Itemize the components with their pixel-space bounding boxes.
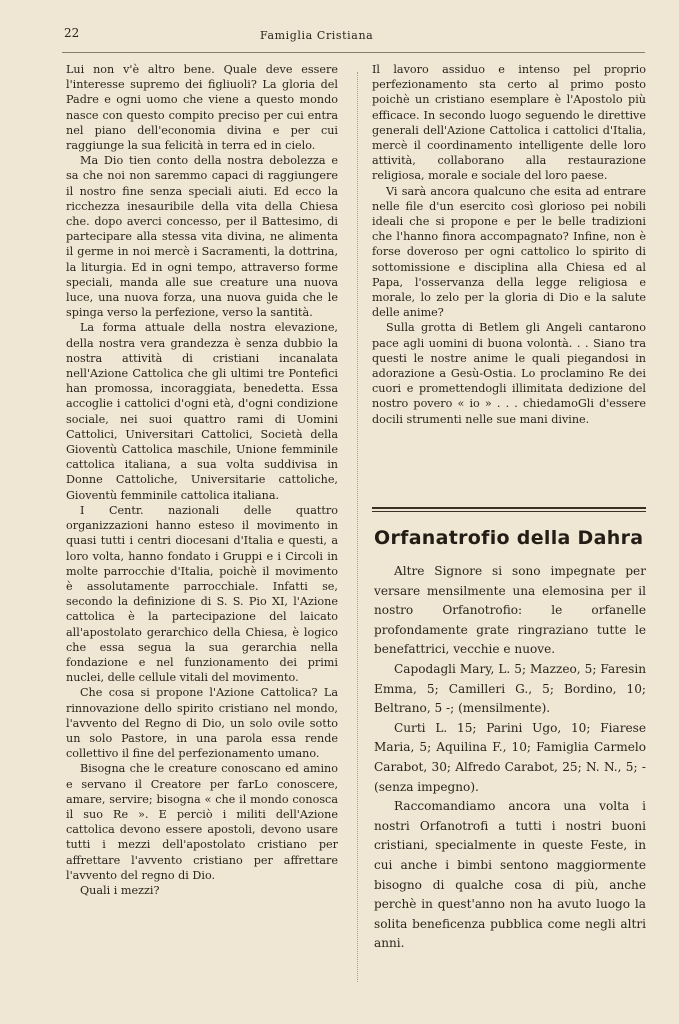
paragraph: Sulla grotta di Betlem gli Angeli cantarono pace agli uomini di buona volontà. . . Siano tra questi le nostre anime le quali piegandosi in adorazione a Gesù-Ostia. Lo proclamino Re dei cuori e promettendogli illimitata dedizione del nostro povero « io » . . . chiedamoGli d'essere docili strumenti nelle sue mani divine. — [372, 321, 646, 426]
paragraph: Vi sarà ancora qualcuno che esita ad entrare nelle file d'un esercito così glorioso pei nobili ideali che si propone e per le belle tradizioni che l'hanno finora accompagnato? Infine, non è forse doveroso per ogni cattolico lo spirito di sottomissione e disciplina alla Chiesa ed al Papa, l'osservanza della legge religiosa e morale, lo zelo per la gloria di Dio e la salute delle anime? — [372, 184, 646, 320]
paragraph: Il lavoro assiduo e intenso pel proprio perfezionamento sta certo al primo posto poichè un cristiano esemplare è l'Apostolo più efficace. In secondo luogo seguendo le direttive generali dell'Azione Cattolica i cattolici d'Italia, mercè il coordinamento intelligente delle loro attività, collaborano alla restaurazione religiosa, morale e sociale del loro paese. — [372, 63, 646, 183]
running-title: Famiglia Cristiana — [260, 29, 374, 42]
donor-list: Curti L. 15; Parini Ugo, 10; Fiarese Maria, 5; Aquilina F., 10; Famiglia Carmelo Carabot, 30; Alfredo Carabot, 25; N. N., 5; - (senza impegno). — [374, 720, 646, 794]
paragraph: Lui non v'è altro bene. Quale deve essere l'interesse supremo dei figliuoli? La gloria del Padre e ogni uomo che viene a questo mondo nasce con questo compito preciso per cui entra nel piano dell'economia divina e per cui raggiunge la sua felicità in terra ed in cielo. — [66, 63, 338, 153]
paragraph: Raccomandiamo ancora una volta i nostri Orfanotrofi a tutti i nostri buoni cristiani, specialmente in queste Feste, in cui anche i bimbi sentono maggiormente bisogno di qualche cosa di più, anche perchè in quest'anno non ha avuto luogo la solita beneficenza pubblica come negli altri anni. — [374, 799, 646, 951]
right-column — [372, 62, 646, 427]
left-column — [66, 62, 338, 898]
section-rule — [372, 507, 646, 509]
paragraph: Bisogna che le creature conoscano ed amino e servano il Creatore per farLo conoscere, amare, servire; bisogna « che il mondo conosca il suo Re ». E perciò i militi dell'Azione cattolica devono essere apostoli, devono usare tutti i mezzi dell'apostolato cristiano per affrettare l'avvento cristiano per affrettare l'avvento del regno di Dio. — [66, 762, 338, 882]
paragraph: Ma Dio tien conto della nostra debolezza e sa che noi non saremmo capaci di raggiungere il nostro fine senza speciali aiuti. Ed ecco la ricchezza inesauribile della vita della Chiesa che. dopo averci concesso, per il Battesimo, di partecipare alla stessa vita divina, ne alimenta il germe in noi mercè i Sacramenti, la dottrina, la liturgia. Ed in ogni tempo, attraverso forme speciali, manda alle sue creature una nuova luce, una nuova forza, una nuova guida che le spinga verso la perfezione, verso la santità. — [66, 154, 338, 320]
section-rule — [372, 511, 646, 512]
paragraph: Che cosa si propone l'Azione Cattolica? La rinnovazione dello spirito cristiano nel mondo, l'avvento del Regno di Dio, un solo ovile sotto un solo Pastore, in una parola essa rende collettivo il fine del perfezionamento umano. — [66, 686, 338, 761]
paragraph: I Centr. nazionali delle quattro organizzazioni hanno esteso il movimento in quasi tutti i centri diocesani d'Italia e questi, a loro volta, hanno fondato i Gruppi e i Circoli in molte parrocchie d'Italia, poichè il movimento è assolutamente parrocchiale. Infatti se, secondo la definizione di S. S. Pio XI, l'Azione cattolica è la partecipazione del laicato all'apostolato gerarchico della Chiesa, è logico che essa segua la sua gerarchia nella fondazione e nel funzionamento dei primi nuclei, delle cellule vitali del movimento. — [66, 503, 338, 685]
orfanotrofio-body — [374, 562, 646, 954]
page-number: 22 — [64, 26, 80, 40]
donor-list: Capodagli Mary, L. 5; Mazzeo, 5; Faresin Emma, 5; Camilleri G., 5; Bordino, 10; Beltrano, 5 -; (mensilmente). — [374, 661, 646, 716]
paragraph: Quali i mezzi? — [80, 883, 160, 897]
paragraph: Altre Signore si sono impegnate per versare mensilmente una elemosina per il nostro Orfanotrofio: le orfanelle profondamente grate ringraziano tutte le benefattrici, vecchie e nuove. — [374, 564, 646, 657]
column-divider — [357, 72, 358, 982]
section-title: Orfanatrofio della Dahra — [374, 527, 644, 549]
paragraph: La forma attuale della nostra elevazione, della nostra vera grandezza è senza dubbio la nostra attività di cristiani incanalata nell'Azione Cattolica che gli ultimi tre Pontefici han promossa, incoraggiata, benedetta. Essa accoglie i cattolici d'ogni età, d'ogni condizione sociale, nei suoi quattro rami di Uomini Cattolici, Universitari Cattolici, Società della Gioventù Cattolica maschile, Unione femminile cattolica italiana, a sua volta suddivisa in Donne Cattoliche, Universitarie cattoliche, Gioventù femminile cattolica italiana. — [66, 321, 338, 502]
header-rule — [62, 52, 645, 53]
